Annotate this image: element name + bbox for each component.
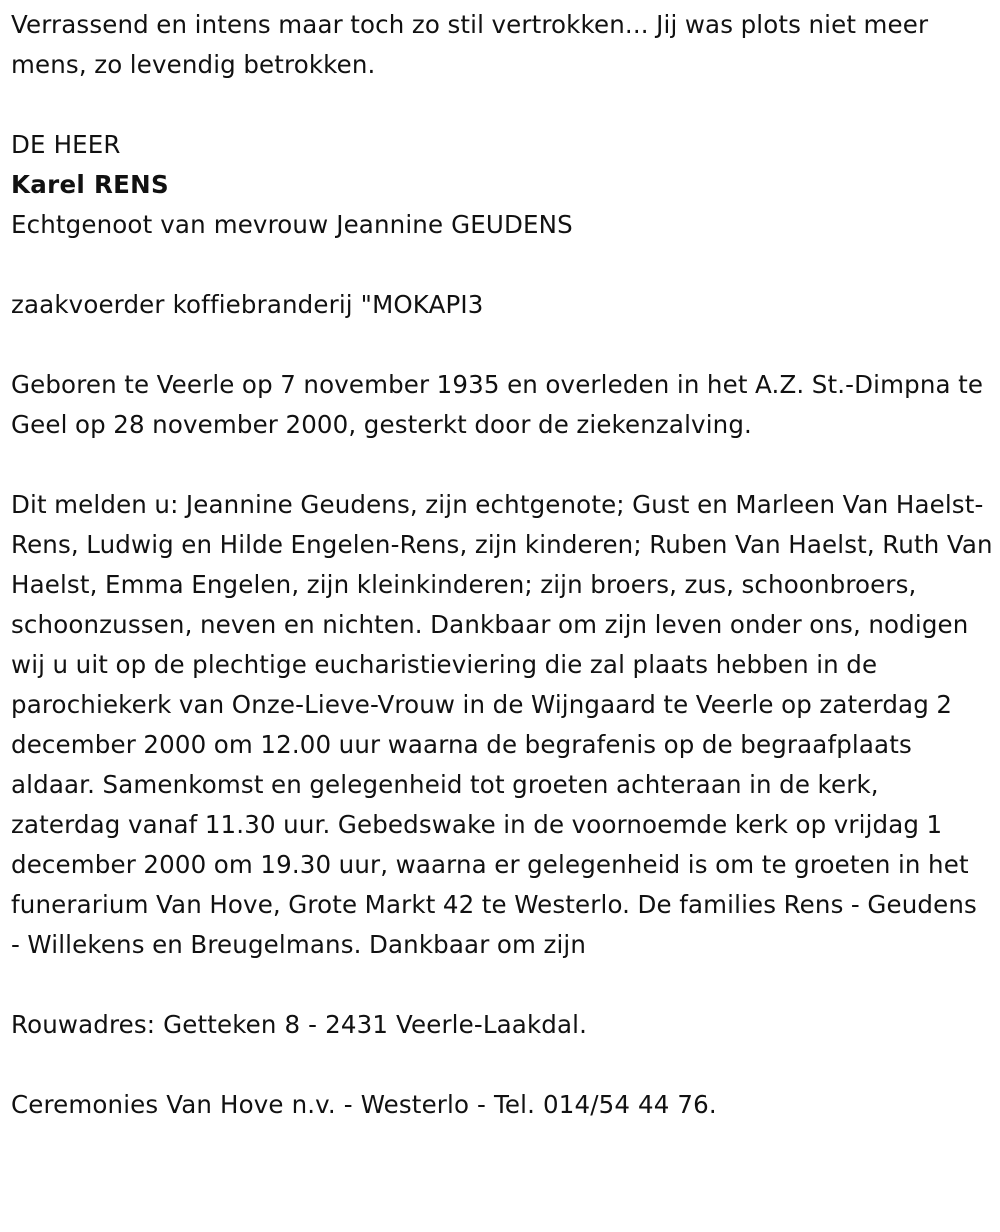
occupation: zaakvoerder koffiebranderij "MOKAPI3 bbox=[11, 290, 484, 319]
birth-death-paragraph: Geboren te Veerle op 7 november 1935 en overleden in het A.Z. St.-Dimpna te Geel op 28 november 2000, gesterkt door de ziekenzalving. bbox=[11, 370, 984, 439]
deceased-name: Karel RENS bbox=[11, 170, 169, 199]
spouse-line: Echtgenoot van mevrouw Jeannine GEUDENS bbox=[11, 210, 573, 239]
announcement-paragraph: Dit melden u: Jeannine Geudens, zijn echtgenote; Gust en Marleen Van Haelst-Rens, Ludwig en Hilde Engelen-Rens, zijn kinderen; Ruben Van Haelst, Ruth Van Haelst, Emma Engelen, zijn kleinkinderen; zijn broers, zus, schoonbroers, schoonzussen, neven en nichten. Dankbaar om zijn leven onder ons, nodigen wij u uit op de plechtige eucharistieviering die zal plaats hebben in de parochiekerk van Onze-Lieve-Vrouw in de Wijngaard te Veerle op zaterdag 2 december 2000 om 12.00 uur waarna de begrafenis op de begraafplaats aldaar. Samenkomst en gelegenheid tot groeten achteraan in de kerk, zaterdag vanaf 11.30 uur. Gebedswake in de voornoemde kerk op vrijdag 1 december 2000 om 19.30 uur, waarna er gelegenheid is om te groeten in het funerarium Van Hove, Grote Markt 42 te Westerlo. De families Rens - Geudens - Willekens en Breugelmans. Dankbaar om zijn bbox=[11, 490, 993, 959]
intro-verse: Verrassend en intens maar toch zo stil vertrokken... Jij was plots niet meer mens, zo levendig betrokken. bbox=[11, 10, 929, 79]
funeral-home-line: Ceremonies Van Hove n.v. - Westerlo - Tel. 014/54 44 76. bbox=[11, 1090, 717, 1119]
obituary-notice bbox=[11, 5, 993, 1125]
salutation: DE HEER bbox=[11, 130, 121, 159]
mourning-address: Rouwadres: Getteken 8 - 2431 Veerle-Laakdal. bbox=[11, 1010, 588, 1039]
